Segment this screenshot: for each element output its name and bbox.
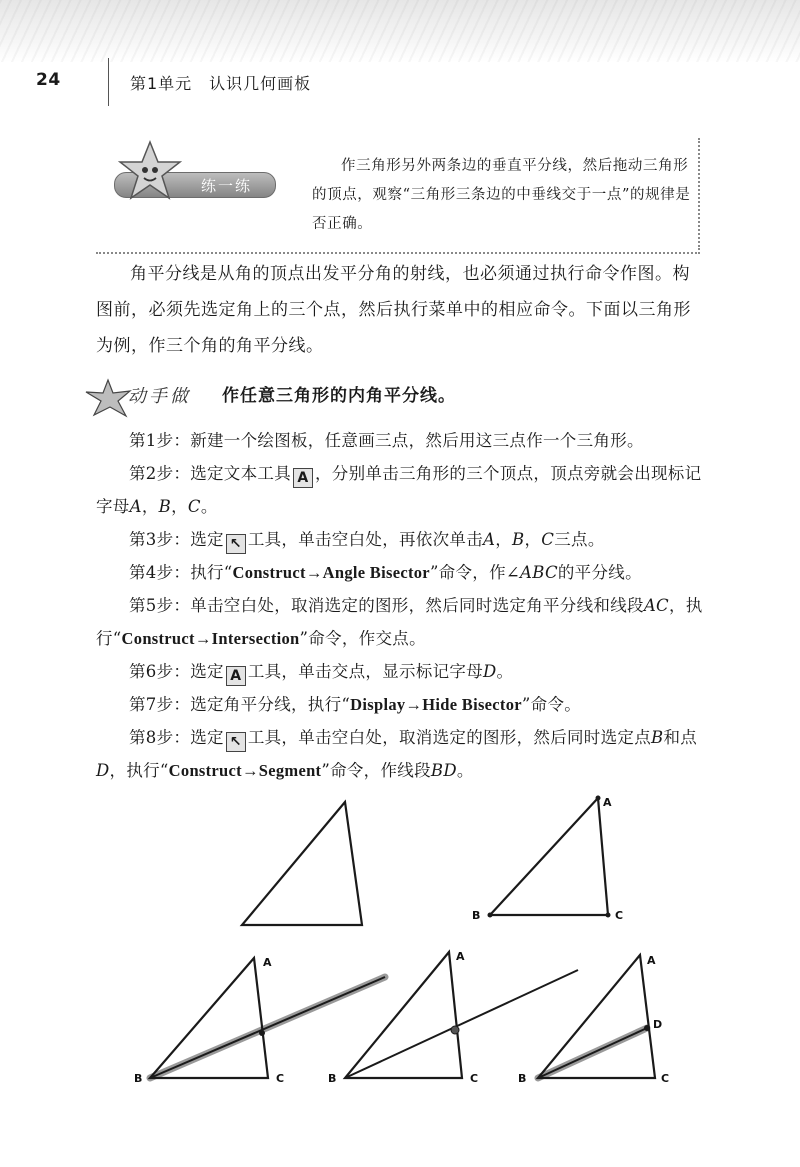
figure-4-intersection <box>328 950 578 1085</box>
label-A: A <box>647 954 656 967</box>
arrow-select-tool-icon: ↖ <box>226 534 246 554</box>
step-2: 第2步：选定文本工具 A ，分别单击三角形的三个顶点，顶点旁就会出现标记字母A，B，C。 <box>96 464 702 516</box>
label-A: A <box>263 956 272 969</box>
star-mascot-icon <box>118 140 182 204</box>
label-C: C <box>661 1072 670 1085</box>
practice-box <box>96 134 700 254</box>
figure-3-bisector <box>134 956 385 1085</box>
figures-area <box>0 780 800 1110</box>
label-C: C <box>470 1072 479 1085</box>
steps-list <box>96 424 716 787</box>
step-8: 第8步：选定 ↖ 工具，单击空白处，取消选定的图形，然后同时选定点B和点D，执行“Construct→Segment”命令，作线段BD。 <box>96 728 698 780</box>
label-A: A <box>456 950 465 963</box>
label-B: B <box>328 1072 337 1085</box>
step-3: 第3步：选定 ↖ 工具，单击空白处，再依次单击A，B，C三点。 <box>129 530 605 552</box>
step-5: 第5步：单击空白处，取消选定的图形，然后同时选定角平分线和线段AC，执行“Construct→Intersection”命令，作交点。 <box>96 596 703 648</box>
text-tool-icon: A <box>226 666 246 686</box>
practice-badge-label: 练一练 <box>201 177 253 195</box>
figure-5-segment-bd <box>518 954 669 1085</box>
label-B: B <box>134 1072 143 1085</box>
step-4: 第4步：执行“Construct→Angle Bisector”命令，作∠ABC的平分线。 <box>129 563 642 582</box>
label-B: B <box>472 909 481 922</box>
label-C: C <box>615 909 624 922</box>
triangle-figures <box>0 780 800 1110</box>
step-7: 第7步：选定角平分线，执行“Display→Hide Bisector”命令。 <box>129 695 582 714</box>
activity-header <box>82 378 682 418</box>
header-texture <box>0 0 800 62</box>
unit-title: 第1单元 认识几何画板 <box>130 74 312 93</box>
practice-text: 作三角形另外两条边的垂直平分线，然后拖动三角形的顶点，观察“三角形三条边的中垂线交于一点”的规律是否正确。 <box>312 158 691 232</box>
header-divider <box>108 58 109 106</box>
label-A: A <box>603 796 612 809</box>
page-number: 24 <box>36 70 61 90</box>
step-6: 第6步：选定 A 工具，单击交点，显示标记字母D。 <box>129 662 514 684</box>
intro-paragraph: 角平分线是从角的顶点出发平分角的射线，也必须通过执行命令作图。构图前，必须先选定角上的三个点，然后执行菜单中的相应命令。下面以三角形为例，作三个角的角平分线。 <box>96 264 691 356</box>
label-D: D <box>653 1018 663 1031</box>
label-B: B <box>518 1072 527 1085</box>
activity-title: 作任意三角形的内角平分线。 <box>222 386 456 406</box>
label-C: C <box>276 1072 285 1085</box>
figure-1-triangle <box>242 802 362 925</box>
step-1: 第1步：新建一个绘图板，任意画三点，然后用这三点作一个三角形。 <box>129 431 644 450</box>
text-tool-icon: A <box>293 468 313 488</box>
hands-on-label: 动手做 <box>128 386 191 407</box>
arrow-select-tool-icon: ↖ <box>226 732 246 752</box>
figure-2-labeled-triangle <box>472 796 623 923</box>
